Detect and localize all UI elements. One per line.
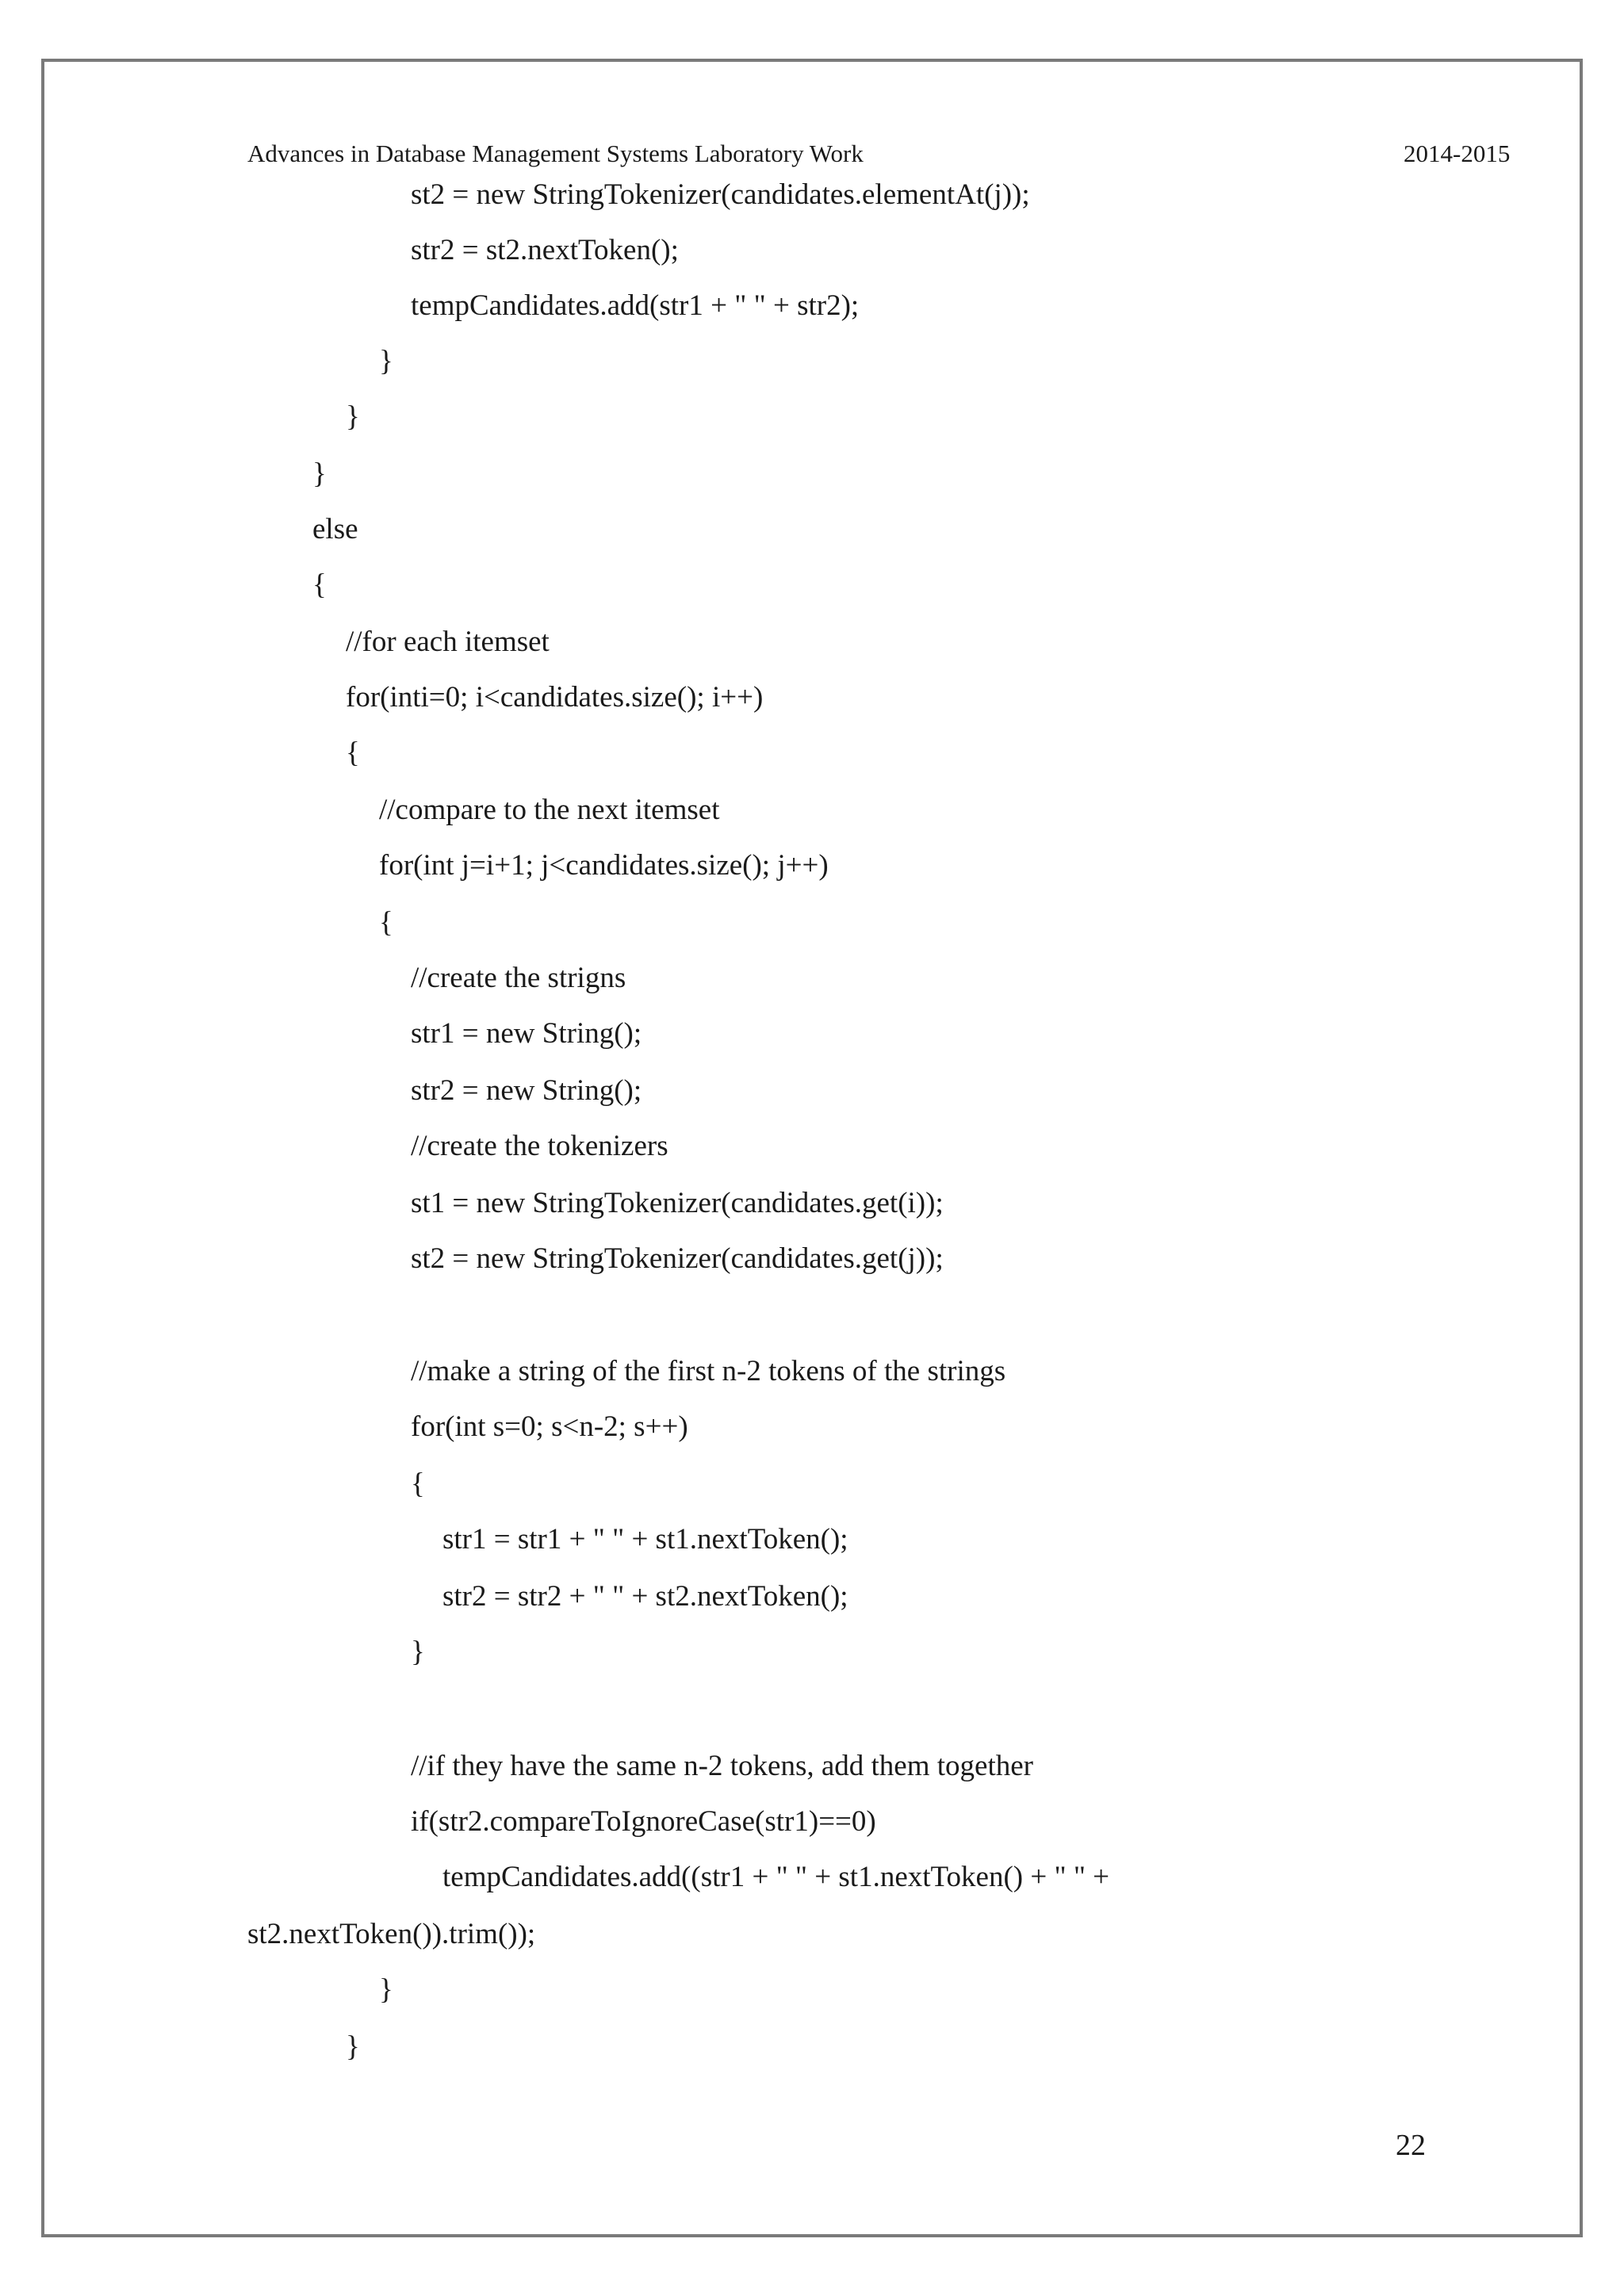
code-line: for(int j=i+1; j<candidates.size(); j++)	[379, 849, 829, 882]
code-line: //compare to the next itemset	[379, 794, 720, 826]
code-line: {	[379, 906, 393, 939]
page-number: 22	[1396, 2129, 1426, 2162]
code-line: //if they have the same n-2 tokens, add them together	[411, 1750, 1033, 1782]
code-line: str1 = new String();	[411, 1017, 642, 1050]
running-header-title: Advances in Database Management Systems Laboratory Work	[247, 140, 864, 167]
code-line: }	[346, 400, 360, 433]
code-line: }	[411, 1636, 425, 1668]
code-line: str1 = str1 + " " + st1.nextToken();	[442, 1523, 848, 1556]
code-line: }	[379, 1973, 393, 2006]
code-line: //make a string of the first n-2 tokens of the strings	[411, 1355, 1006, 1387]
page-border	[41, 59, 1583, 2237]
code-line: //create the tokenizers	[411, 1130, 668, 1162]
code-line: str2 = st2.nextToken();	[411, 234, 679, 266]
code-line: str2 = new String();	[411, 1074, 642, 1107]
code-line: tempCandidates.add((str1 + " " + st1.nextToken() + " " +	[442, 1861, 1110, 1893]
code-line: {	[346, 737, 360, 769]
code-line: st2.nextToken()).trim());	[247, 1918, 536, 1950]
code-line: st1 = new StringTokenizer(candidates.get(i));	[411, 1187, 944, 1219]
code-line: tempCandidates.add(str1 + " " + str2);	[411, 289, 860, 322]
running-header-year: 2014-2015	[1404, 140, 1511, 167]
code-line: if(str2.compareToIgnoreCase(str1)==0)	[411, 1805, 876, 1838]
code-line: //for each itemset	[346, 626, 550, 658]
code-line: {	[312, 568, 327, 601]
code-line: }	[312, 457, 327, 490]
code-line: }	[379, 345, 393, 377]
code-line: else	[312, 513, 358, 545]
code-line: }	[346, 2030, 360, 2063]
code-line: {	[411, 1468, 425, 1500]
code-line: for(int s=0; s<n-2; s++)	[411, 1410, 688, 1443]
code-line: st2 = new StringTokenizer(candidates.get(j));	[411, 1242, 944, 1275]
code-line: for(inti=0; i<candidates.size(); i++)	[346, 681, 764, 714]
code-line: //create the strigns	[411, 962, 626, 994]
code-line: str2 = str2 + " " + st2.nextToken();	[442, 1580, 848, 1613]
code-line: st2 = new StringTokenizer(candidates.elementAt(j));	[411, 178, 1030, 211]
